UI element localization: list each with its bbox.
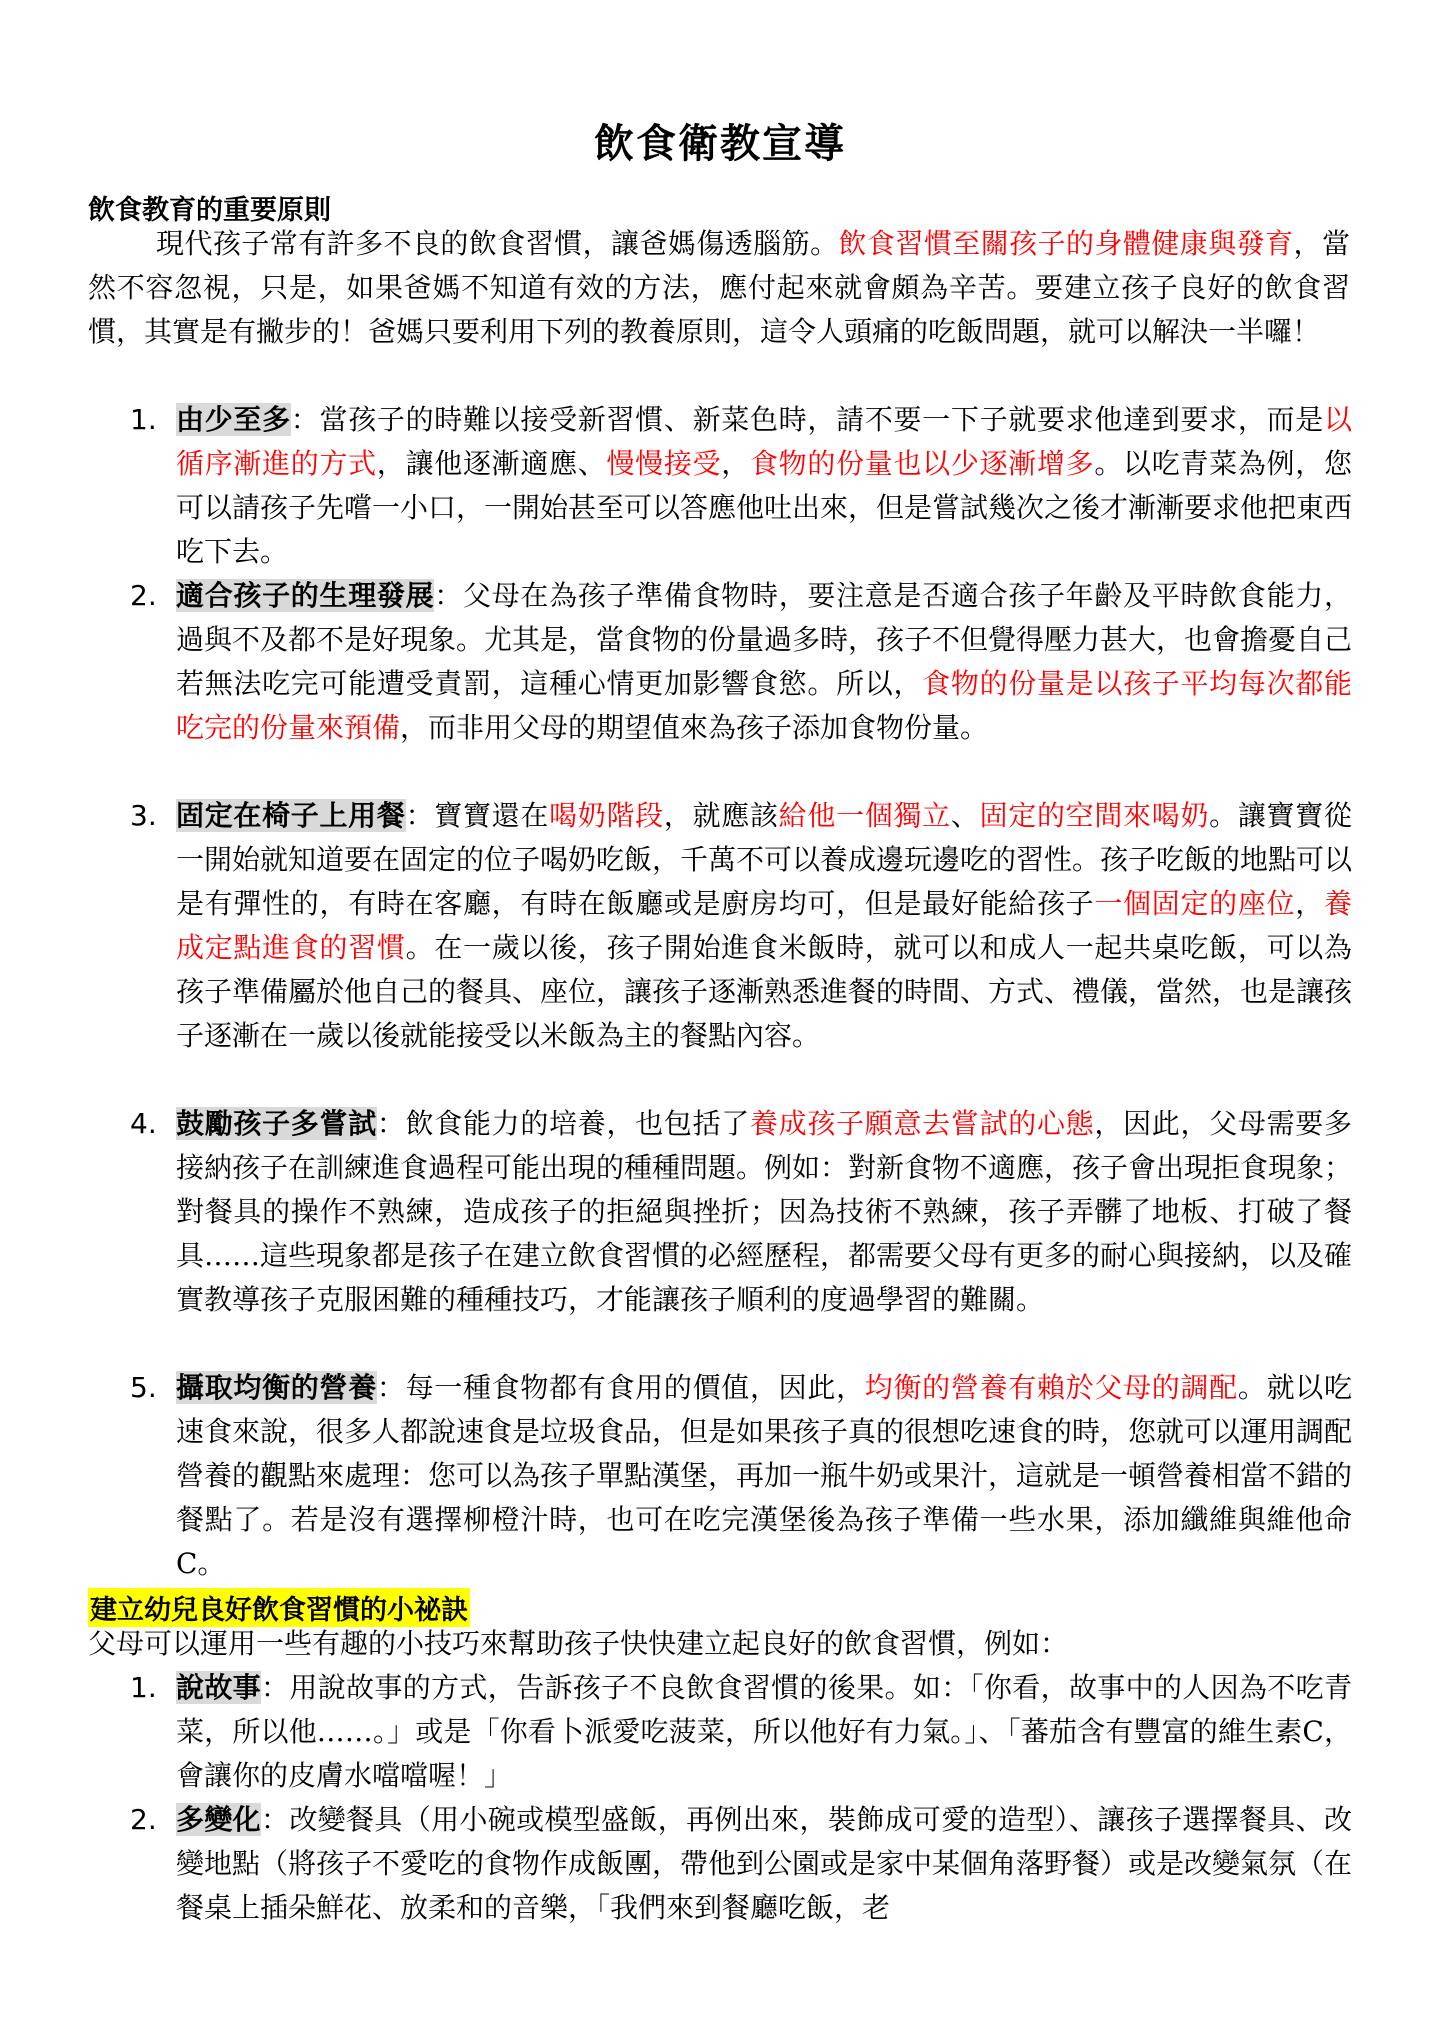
text-segment: 。以吃青菜為例，您可以請孩子先嚐一小口，一開始甚至可以答應他吐出來，但是嘗試幾次之後才漸漸要求他把東西吃下去。 (176, 447, 1353, 568)
highlight-text: 均衡的營養有賴於父母的調配 (864, 1371, 1238, 1404)
text-segment: ，就應該 (663, 799, 779, 832)
section-heading-tips: 建立幼兒良好飲食習慣的小祕訣 (88, 1588, 470, 1627)
principle-item-2 (130, 574, 1352, 750)
item-keyword: 攝取均衡的營養 (176, 1371, 377, 1404)
principle-item-5 (130, 1366, 1352, 1586)
highlight-text: 飲食習慣至關孩子的身體健康與發育 (838, 227, 1294, 260)
item-keyword: 適合孩子的生理發展 (176, 579, 435, 612)
text-segment: ：改變餐具（用小碗或模型盛飯，再例出來，裝飾成可愛的造型）、讓孩子選擇餐具、改變地點（將孩子不愛吃的食物作成飯團，帶他到公園或是家中某個角落野餐）或是改變氣氛（在餐桌上插朵鮮花、放柔和的音樂，「我們來到餐廳吃飯，老 (176, 1803, 1353, 1924)
page-title: 飲食衛教宣導 (594, 121, 846, 167)
text-segment: ：父母在為孩子準備食物時，要注意是否適合孩子年齡及平時飲食能力，過與不及都不是好現象。尤其是，當食物的份量過多時，孩子不但覺得壓力甚大，也會擔憂自己若無法吃完可能遭受責罰，這種心情更加影響食慾。所以， (176, 579, 1353, 700)
text-segment: ：用說故事的方式，告訴孩子不良飲食習慣的後果。如：「你看，故事中的人因為不吃青菜，所以他……。」或是「你看卜派愛吃菠菜，所以他好有力氣。」、「蕃茄含有豐富的維生素C，會讓你的皮膚水噹噹喔！」 (176, 1671, 1352, 1792)
intro-paragraph (88, 222, 1350, 354)
highlight-text: 養成定點進食的習慣 (176, 887, 1352, 964)
text-segment: 。在一歲以後，孩子開始進食米飯時，就可以和成人一起共桌吃飯，可以為孩子準備屬於他自己的餐具、座位，讓孩子逐漸熟悉進餐的時間、方式、禮儀，當然，也是讓孩子逐漸在一歲以後就能接受以米飯為主的餐點內容。 (176, 931, 1353, 1052)
item-keyword: 固定在椅子上用餐 (176, 799, 406, 832)
highlight-text: 食物的份量也以少逐漸增多 (749, 447, 1095, 480)
item-number: 2. (130, 1803, 157, 1836)
text-segment: ：寶寶還在 (405, 799, 550, 832)
text-segment: 現代孩子常有許多不良的飲食習慣，讓爸媽傷透腦筋。 (156, 227, 839, 260)
tips-intro: 父母可以運用一些有趣的小技巧來幫助孩子快快建立起良好的飲食習慣，例如： (88, 1627, 1069, 1660)
principle-item-4 (130, 1102, 1352, 1322)
item-number: 5. (130, 1371, 157, 1404)
text-segment: ， (1295, 887, 1324, 920)
item-keyword: 多變化 (176, 1803, 262, 1836)
item-number: 4. (130, 1107, 157, 1140)
tip-item-1 (130, 1666, 1352, 1798)
highlight-text: 給他一個獨立 (778, 799, 951, 832)
text-segment: ，而非用父母的期望值來為孩子添加食物份量。 (400, 711, 989, 744)
principle-item-1 (130, 398, 1352, 574)
section-heading-principles: 飲食教育的重要原則 (88, 195, 331, 226)
text-segment: 。就以吃速食來說，很多人都說速食是垃圾食品，但是如果孩子真的很想吃速食的時，您就可以運用調配營養的觀點來處理：您可以為孩子單點漢堡，再加一瓶牛奶或果汁，這就是一頓營養相當不錯的餐點了。若是沒有選擇柳橙汁時，也可在吃完漢堡後為孩子準備一些水果，添加纖維與維他命C。 (176, 1371, 1353, 1580)
item-keyword: 說故事 (176, 1671, 262, 1704)
highlight-text: 一個固定的座位 (1094, 887, 1296, 920)
highlight-text: 以循序漸進的方式 (176, 403, 1352, 480)
highlight-text: 慢慢接受 (606, 447, 722, 480)
principle-item-3 (130, 794, 1352, 1058)
item-number: 2. (130, 579, 157, 612)
text-segment: ， (721, 447, 750, 480)
text-segment: ：每一種食物都有食用的價值，因此， (376, 1371, 865, 1404)
item-number: 3. (130, 799, 157, 832)
text-segment: ，因此，父母需要多接納孩子在訓練進食過程可能出現的種種問題。例如：對新食物不適應，孩子會出現拒食現象；對餐具的操作不熟練，造成孩子的拒絕與挫折；因為技術不熟練，孩子弄髒了地板、打破了餐具……這些現象都是孩子在建立飲食習慣的必經歷程，都需要父母有更多的耐心與接納，以及確實教導孩子克服困難的種種技巧，才能讓孩子順利的度過學習的難關。 (176, 1107, 1353, 1316)
item-number: 1. (130, 1671, 157, 1704)
highlight-text: 喝奶階段 (549, 799, 664, 832)
item-keyword: 由少至多 (176, 403, 291, 436)
item-number: 1. (130, 403, 157, 436)
highlight-text: 食物的份量是以孩子平均每次都能吃完的份量來預備 (176, 667, 1352, 744)
highlight-text: 養成孩子願意去嘗試的心態 (749, 1107, 1095, 1140)
text-segment: ，當然不容忽視，只是，如果爸媽不知道有效的方法，應付起來就會頗為辛苦。要建立孩子良好的飲食習慣，其實是有撇步的！爸媽只要利用下列的教養原則，這令人頭痛的吃飯問題，就可以解決一半囉！ (88, 227, 1350, 348)
text-segment: 、 (950, 799, 980, 832)
tip-item-2 (130, 1798, 1352, 1930)
text-segment: ：當孩子的時難以接受新習慣、新菜色時，請不要一下子就要求他達到要求，而是 (290, 403, 1324, 436)
text-segment: 。讓寶寶從一開始就知道要在固定的位子喝奶吃飯，千萬不可以養成邊玩邊吃的習性。孩子吃飯的地點可以是有彈性的，有時在客廳，有時在飯廳或是廚房均可，但是最好能給孩子 (176, 799, 1353, 920)
highlight-text: 固定的空間來喝奶 (979, 799, 1210, 832)
text-segment: ：飲食能力的培養，也包括了 (376, 1107, 750, 1140)
text-segment: ，讓他逐漸適應、 (376, 447, 607, 480)
item-keyword: 鼓勵孩子多嘗試 (176, 1107, 377, 1140)
